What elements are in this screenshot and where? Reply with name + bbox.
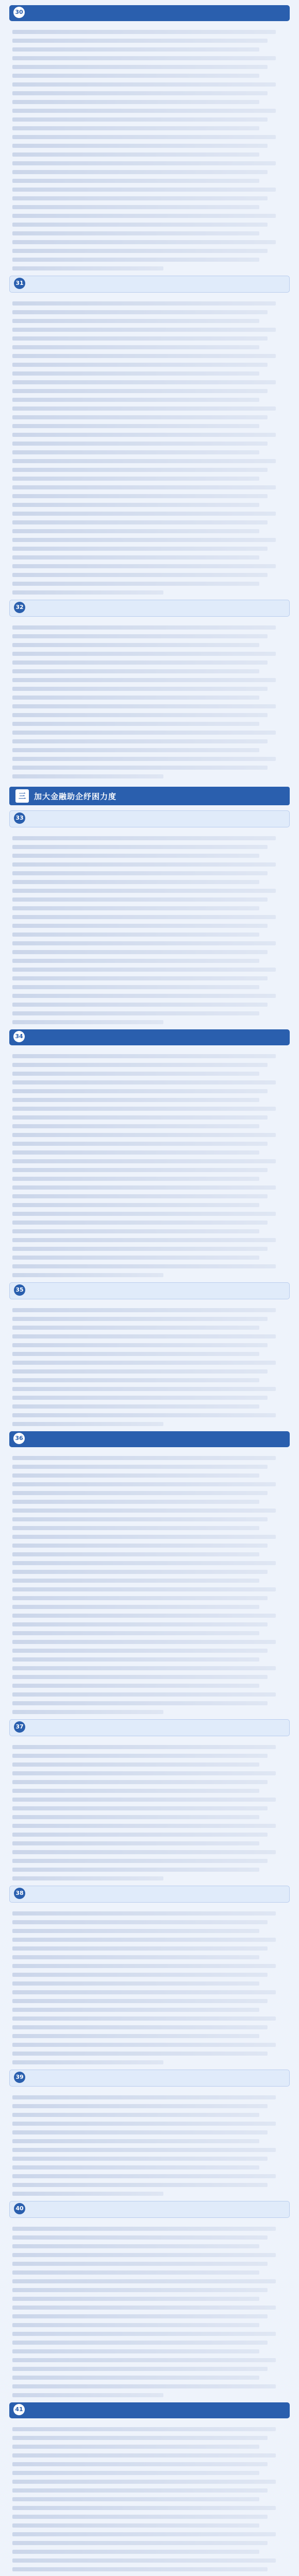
question-number: 30 (13, 7, 25, 18)
qa-item (9, 1719, 290, 1880)
qa-item (9, 276, 290, 595)
qa-item (9, 600, 290, 778)
qa-list-main (9, 810, 290, 2576)
answer-text-block (9, 1447, 290, 1714)
answer-text-block (9, 1045, 290, 1277)
answer-text-block (9, 293, 290, 595)
question-bar (9, 1282, 290, 1299)
question-number: 33 (14, 812, 25, 824)
answer-text-block (9, 1736, 290, 1880)
qa-item (9, 2201, 290, 2397)
question-number: 38 (14, 1888, 25, 1899)
question-number: 41 (13, 2404, 25, 2415)
question-number: 32 (14, 602, 25, 613)
qa-item (9, 1431, 290, 1714)
answer-text-block (9, 21, 290, 270)
qa-item (9, 2070, 290, 2196)
question-number: 37 (14, 1721, 25, 1733)
question-bar (9, 5, 290, 21)
qa-list-top (9, 5, 290, 778)
qa-item (9, 2402, 290, 2576)
section-title: 加大金融助企纾困力度 (34, 791, 117, 801)
answer-text-block (9, 1903, 290, 2064)
question-bar (9, 2070, 290, 2087)
question-number: 40 (14, 2203, 25, 2214)
section-number: 三 (15, 789, 29, 803)
question-number: 34 (13, 1031, 25, 1042)
question-bar (9, 600, 290, 617)
question-number: 35 (14, 1284, 25, 1296)
answer-text-block (9, 2418, 290, 2576)
question-number: 31 (14, 278, 25, 289)
question-number: 39 (14, 2072, 25, 2083)
qa-item (9, 1886, 290, 2064)
question-number: 36 (13, 1433, 25, 1444)
question-bar (9, 1719, 290, 1736)
question-bar (9, 810, 290, 827)
qa-item (9, 5, 290, 270)
answer-text-block (9, 827, 290, 1024)
answer-text-block (9, 617, 290, 778)
question-bar (9, 276, 290, 293)
question-bar (9, 1029, 290, 1045)
qa-item (9, 1029, 290, 1277)
answer-text-block (9, 2218, 290, 2397)
qa-item (9, 1282, 290, 1426)
answer-text-block (9, 1299, 290, 1426)
qa-item (9, 810, 290, 1024)
question-bar (9, 1886, 290, 1903)
answer-text-block (9, 2087, 290, 2196)
question-bar (9, 2201, 290, 2218)
question-bar (9, 2402, 290, 2418)
section-banner (9, 787, 290, 805)
question-bar (9, 1431, 290, 1447)
